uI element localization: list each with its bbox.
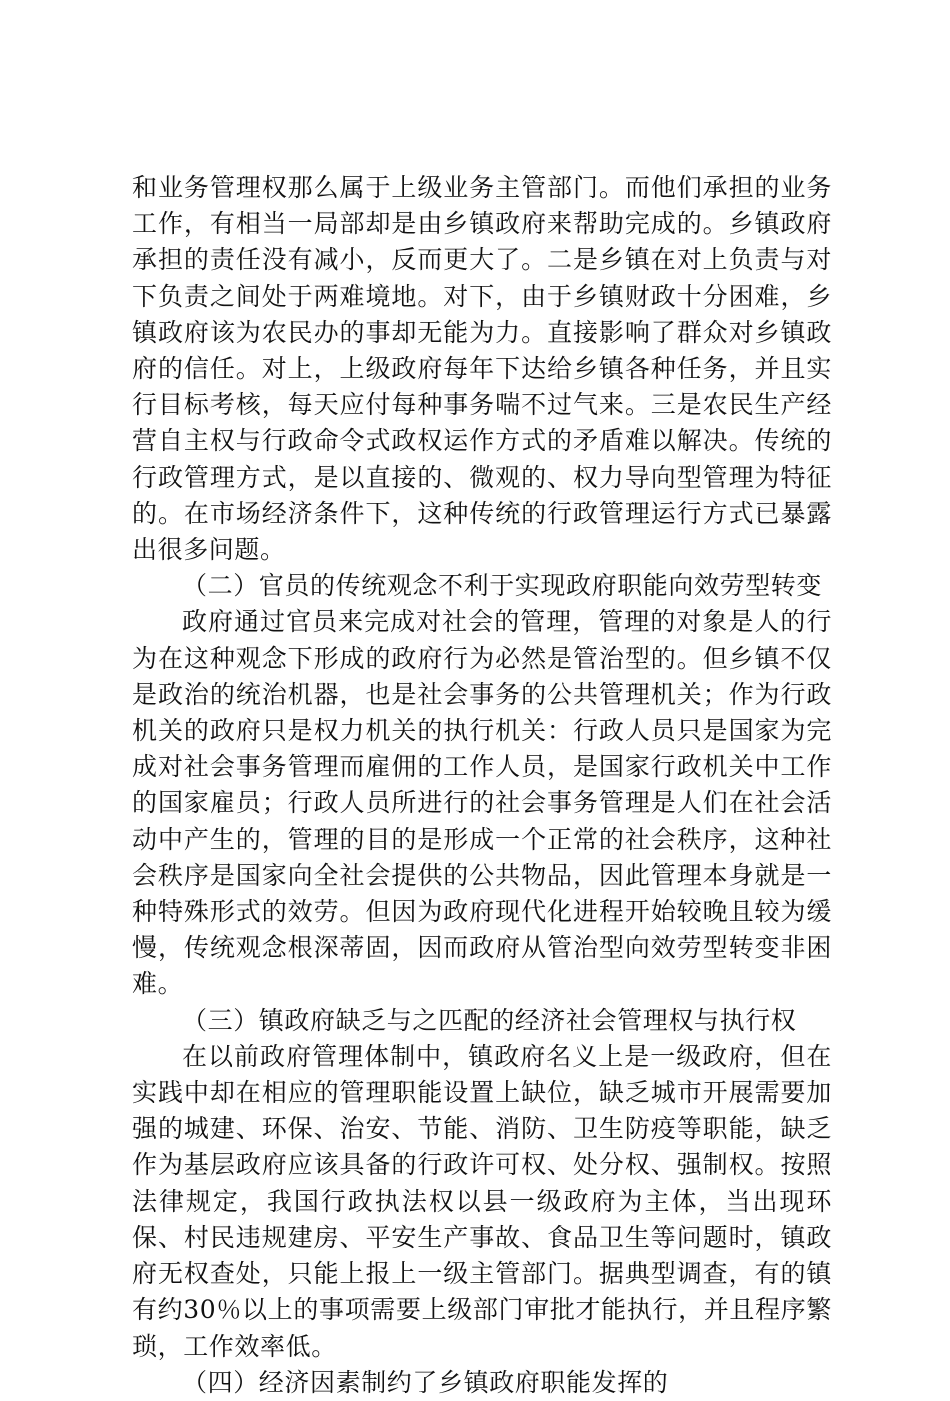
body-paragraph: 政府通过官员来完成对社会的管理，管理的对象是人的行为在这种观念下形成的政府行为必然是管治型的。但乡镇不仅是政治的统治机器，也是社会事务的公共管理机关；作为行政机关的政府只是权力机关的执行机关：行政人员只是国家为完成对社会事务管理而雇佣的工作人员，是国家行政机关中工作的国家雇员；行政人员所进行的社会事务管理是人们在社会活动中产生的，管理的目的是形成一个正常的社会秩序，这种社会秩序是国家向全社会提供的公共物品，因此管理本身就是一种特殊形式的效劳。但因为政府现代化进程开始较晚且较为缓慢，传统观念根深蒂固，因而政府从管治型向效劳型转变非困难。	[132, 607, 832, 999]
section-heading-4: （四）经济因素制约了乡镇政府职能发挥的	[182, 1367, 669, 1397]
body-paragraph-continued: 和业务管理权那么属于上级业务主管部门。而他们承担的业务工作，有相当一局部却是由乡镇政府来帮助完成的。乡镇政府承担的责任没有减小，反而更大了。二是乡镇在对上负责与对下负责之间处于两难境地。对下，由于乡镇财政十分困难，乡镇政府该为农民办的事却无能为力。直接影响了群众对乡镇政府的信任。对上，上级政府每年下达给乡镇各种任务，并且实行目标考核，每天应付每种事务喘不过气来。三是农民生产经营自主权与行政命令式政权运作方式的矛盾难以解决。传统的行政管理方式，是以直接的、微观的、权力导向型管理为特征的。在市场经济条件下，这种传统的行政管理运行方式已暴露出很多问题。	[132, 173, 832, 565]
document-body	[132, 170, 832, 1401]
section-heading-2: （二）官员的传统观念不利于实现政府职能向效劳型转变	[182, 571, 823, 601]
section-heading-3: （三）镇政府缺乏与之匹配的经济社会管理权与执行权	[182, 1005, 797, 1035]
body-paragraph: 在以前政府管理体制中，镇政府名义上是一级政府，但在实践中却在相应的管理职能设置上缺位，缺乏城市开展需要加强的城建、环保、治安、节能、消防、卫生防疫等职能，缺乏作为基层政府应该具备的行政许可权、处分权、强制权。按照法律规定，我国行政执法权以县一级政府为主体，当出现环保、村民违规建房、平安生产事故、食品卫生等问题时，镇政府无权查处，只能上报上一级主管部门。据典型调查，有的镇有约30％以上的事项需要上级部门审批才能执行，并且程序繁琐，工作效率低。	[132, 1041, 832, 1361]
